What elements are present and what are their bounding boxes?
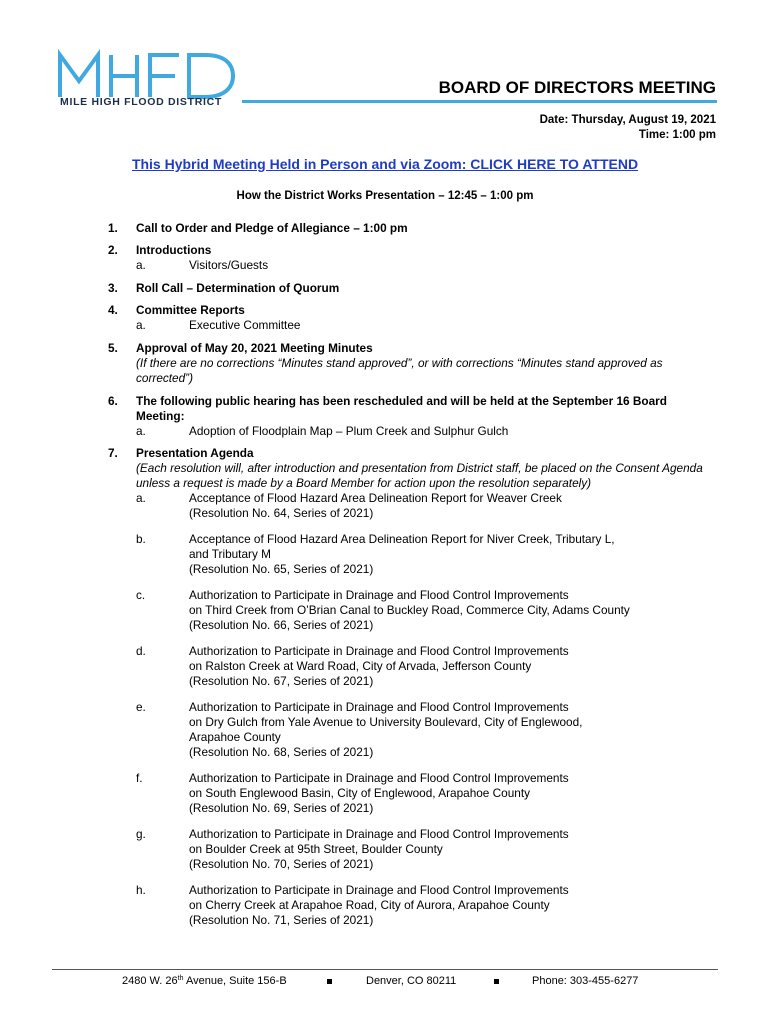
resolution-line: Authorization to Participate in Drainage and Flood Control Improvements [189, 771, 569, 785]
resolution-number: (Resolution No. 71, Series of 2021) [189, 913, 374, 927]
item-note: (If there are no corrections “Minutes stand approved”, or with corrections “Minutes stand approved as corrected”) [136, 356, 663, 385]
sub-item-letter: a. [136, 491, 146, 505]
resolution-item [136, 883, 708, 928]
resolution-line: Acceptance of Flood Hazard Area Delineation Report for Niver Creek, Tributary L, [189, 532, 615, 546]
page-title: BOARD OF DIRECTORS MEETING [438, 78, 716, 97]
sub-item-text: Adoption of Floodplain Map – Plum Creek and Sulphur Gulch [189, 424, 509, 438]
sub-item-letter: h. [136, 883, 146, 897]
item-number: 5. [108, 341, 118, 355]
resolution-line: on Boulder Creek at 95th Street, Boulder County [189, 842, 443, 856]
resolution-line: Arapahoe County [189, 730, 281, 744]
item-heading: The following public hearing has been rescheduled and will be held at the September 16 Board Meeting: [136, 394, 667, 423]
resolution-item [136, 588, 708, 633]
sub-item-letter: a. [136, 318, 146, 332]
resolution-number: (Resolution No. 64, Series of 2021) [189, 506, 374, 520]
item-number: 7. [108, 446, 118, 460]
meeting-datetime [540, 113, 716, 143]
meeting-time: Time: 1:00 pm [638, 129, 716, 141]
item-heading: Call to Order and Pledge of Allegiance – 1:00 pm [136, 221, 408, 235]
sub-item-letter: c. [136, 588, 146, 602]
item-heading: Approval of May 20, 2021 Meeting Minutes [136, 341, 373, 355]
sub-item-text: Visitors/Guests [189, 258, 269, 272]
resolution-number: (Resolution No. 70, Series of 2021) [189, 857, 374, 871]
header-rule [242, 100, 717, 103]
item-heading: Roll Call – Determination of Quorum [136, 281, 340, 295]
resolution-line: and Tributary M [189, 547, 271, 561]
sub-item-letter: a. [136, 258, 146, 272]
sub-item [136, 318, 708, 333]
item-number: 1. [108, 221, 118, 235]
presentation-line: How the District Works Presentation – 12:45 – 1:00 pm [236, 190, 534, 202]
resolution-line: Authorization to Participate in Drainage and Flood Control Improvements [189, 827, 569, 841]
sub-item-letter: f. [136, 771, 143, 785]
resolution-item [136, 644, 708, 689]
item-heading: Presentation Agenda [136, 446, 254, 460]
resolution-line: on Third Creek from O’Brian Canal to Buckley Road, Commerce City, Adams County [189, 603, 630, 617]
zoom-attend-link[interactable]: This Hybrid Meeting Held in Person and via Zoom: CLICK HERE TO ATTEND [131, 156, 639, 172]
address-suite: Avenue, Suite 156-B [183, 975, 287, 987]
resolution-line: Authorization to Participate in Drainage and Flood Control Improvements [189, 588, 569, 602]
item-number: 6. [108, 394, 118, 408]
resolution-line: Acceptance of Flood Hazard Area Delineation Report for Weaver Creek [189, 491, 562, 505]
resolution-line: Authorization to Participate in Drainage and Flood Control Improvements [189, 700, 569, 714]
resolution-line: on Dry Gulch from Yale Avenue to University Boulevard, City of Englewood, [189, 715, 583, 729]
footer-city: Denver, CO 80211 [366, 975, 457, 987]
sub-item-letter: b. [136, 532, 146, 546]
resolution-item [136, 532, 708, 577]
resolution-number: (Resolution No. 68, Series of 2021) [189, 745, 374, 759]
sub-item-letter: d. [136, 644, 146, 658]
resolution-number: (Resolution No. 69, Series of 2021) [189, 801, 374, 815]
footer-bullet-icon [327, 979, 332, 984]
sub-item-text: Executive Committee [189, 318, 301, 332]
meeting-date: Date: Thursday, August 19, 2021 [539, 114, 716, 126]
footer-rule [52, 969, 718, 970]
sub-item [136, 258, 708, 273]
resolution-item [136, 491, 708, 521]
item-number: 3. [108, 281, 118, 295]
item-number: 4. [108, 303, 118, 317]
resolution-number: (Resolution No. 65, Series of 2021) [189, 562, 374, 576]
footer-address [122, 975, 287, 987]
item-number: 2. [108, 243, 118, 257]
resolution-item [136, 700, 708, 760]
address-street: 2480 W. 26 [122, 975, 178, 987]
item-heading: Introductions [136, 243, 212, 257]
resolution-line: on Cherry Creek at Arapahoe Road, City of Aurora, Arapahoe County [189, 898, 550, 912]
resolution-number: (Resolution No. 67, Series of 2021) [189, 674, 374, 688]
footer-phone: Phone: 303-455-6277 [532, 975, 639, 987]
item-heading: Committee Reports [136, 303, 245, 317]
item-note: (Each resolution will, after introduction and presentation from District staff, be placed on the Consent Agenda unless a request is made by a Board Member for action upon the resolution separately) [136, 461, 703, 490]
sub-item [136, 424, 708, 439]
resolution-line: on South Englewood Basin, City of Englewood, Arapahoe County [189, 786, 531, 800]
resolution-number: (Resolution No. 66, Series of 2021) [189, 618, 374, 632]
resolution-item [136, 827, 708, 872]
resolution-line: Authorization to Participate in Drainage and Flood Control Improvements [189, 883, 569, 897]
resolution-line: on Ralston Creek at Ward Road, City of Arvada, Jefferson County [189, 659, 532, 673]
logo-subtitle: MILE HIGH FLOOD DISTRICT [60, 96, 223, 108]
resolution-item [136, 771, 708, 816]
sub-item-letter: e. [136, 700, 146, 714]
footer-bullet-icon [494, 979, 499, 984]
resolution-line: Authorization to Participate in Drainage and Flood Control Improvements [189, 644, 569, 658]
address-ordinal: th [177, 975, 184, 982]
sub-item-letter: g. [136, 827, 146, 841]
sub-item-letter: a. [136, 424, 146, 438]
